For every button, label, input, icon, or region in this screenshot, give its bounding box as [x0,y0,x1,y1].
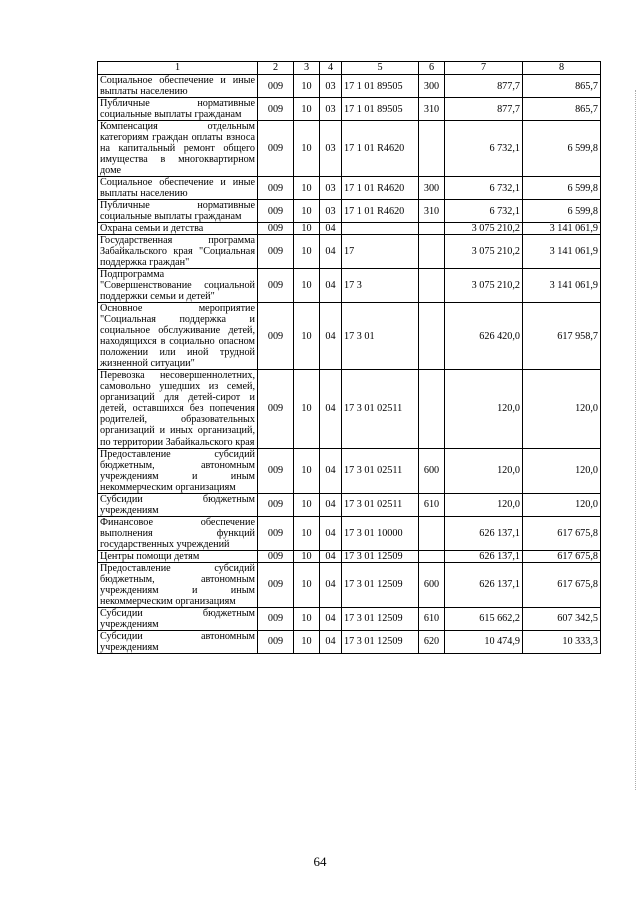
row-section-code: 10 [294,121,320,177]
row-expense-type-code: 310 [419,200,445,223]
row-expense-type-code [419,223,445,235]
row-amount-2: 3 141 061,9 [523,269,601,303]
row-amount-1: 626 420,0 [445,303,523,370]
row-name: Субсидии бюджетным учреждениям [98,607,258,630]
row-expense-type-code [419,550,445,562]
row-ministry-code: 009 [258,516,294,550]
table-row [98,121,601,177]
row-subsection-code: 03 [320,121,342,177]
table-row [98,223,601,235]
budget-table [97,61,601,654]
row-section-code: 10 [294,562,320,607]
row-subsection-code: 04 [320,607,342,630]
row-target-code [342,223,419,235]
row-amount-1: 6 732,1 [445,121,523,177]
row-amount-2: 120,0 [523,448,601,493]
row-section-code: 10 [294,75,320,98]
row-ministry-code: 009 [258,303,294,370]
row-name: Субсидии бюджетным учреждениям [98,493,258,516]
row-amount-1: 120,0 [445,370,523,448]
row-expense-type-code: 610 [419,493,445,516]
row-name: Компенсация отдельным категориям граждан оплаты взноса на капитальный ремонт общего имущества в многоквартирном доме [98,121,258,177]
row-ministry-code: 009 [258,550,294,562]
table-row [98,269,601,303]
table-row [98,370,601,448]
row-expense-type-code [419,370,445,448]
row-expense-type-code [419,516,445,550]
row-expense-type-code: 620 [419,630,445,653]
row-amount-2: 617 958,7 [523,303,601,370]
row-target-code: 17 1 01 89505 [342,75,419,98]
row-section-code: 10 [294,516,320,550]
row-amount-2: 617 675,8 [523,562,601,607]
row-target-code: 17 1 01 R4620 [342,177,419,200]
table-row [98,177,601,200]
column-header-6: 6 [419,62,445,75]
row-section-code: 10 [294,607,320,630]
row-subsection-code: 04 [320,370,342,448]
row-section-code: 10 [294,200,320,223]
row-target-code: 17 3 01 [342,303,419,370]
table-body [98,75,601,654]
row-target-code: 17 3 [342,269,419,303]
column-header-2: 2 [258,62,294,75]
row-amount-1: 3 075 210,2 [445,235,523,269]
row-name: Финансовое обеспечение выполнения функций государственных учреждений [98,516,258,550]
row-expense-type-code [419,235,445,269]
row-section-code: 10 [294,223,320,235]
row-subsection-code: 04 [320,562,342,607]
row-expense-type-code: 600 [419,448,445,493]
row-subsection-code: 04 [320,516,342,550]
table-row [98,75,601,98]
row-amount-1: 120,0 [445,493,523,516]
table-row [98,562,601,607]
row-section-code: 10 [294,448,320,493]
row-amount-2: 6 599,8 [523,200,601,223]
row-ministry-code: 009 [258,223,294,235]
table-row [98,235,601,269]
row-ministry-code: 009 [258,269,294,303]
row-target-code: 17 3 01 02511 [342,493,419,516]
row-name: Подпрограмма "Совершенствование социальной поддержки семьи и детей" [98,269,258,303]
table-row [98,550,601,562]
row-amount-2: 607 342,5 [523,607,601,630]
table-row [98,493,601,516]
row-name: Перевозка несовершеннолетних, самовольно ушедших из семей, организаций для детей-сирот и детей, оставшихся без попечения родителей, образовательных организаций и иных организаций, по территории Забайкальского края [98,370,258,448]
column-header-7: 7 [445,62,523,75]
row-target-code: 17 3 01 12509 [342,562,419,607]
row-subsection-code: 03 [320,200,342,223]
column-header-1: 1 [98,62,258,75]
row-ministry-code: 009 [258,607,294,630]
row-subsection-code: 03 [320,75,342,98]
row-name: Предоставление субсидий бюджетным, автономным учреждениям и иным некоммерческим организациям [98,448,258,493]
row-expense-type-code [419,121,445,177]
row-name: Субсидии автономным учреждениям [98,630,258,653]
row-section-code: 10 [294,235,320,269]
row-amount-2: 865,7 [523,98,601,121]
row-ministry-code: 009 [258,98,294,121]
row-subsection-code: 04 [320,269,342,303]
row-amount-2: 3 141 061,9 [523,223,601,235]
row-amount-1: 877,7 [445,98,523,121]
row-target-code: 17 3 01 02511 [342,370,419,448]
row-ministry-code: 009 [258,200,294,223]
table-row [98,200,601,223]
table-row [98,448,601,493]
row-name: Государственная программа Забайкальского края "Социальная поддержка граждан" [98,235,258,269]
row-subsection-code: 04 [320,223,342,235]
row-section-code: 10 [294,303,320,370]
column-header-4: 4 [320,62,342,75]
row-ministry-code: 009 [258,630,294,653]
row-amount-1: 10 474,9 [445,630,523,653]
row-name: Центры помощи детям [98,550,258,562]
row-name: Социальное обеспечение и иные выплаты населению [98,177,258,200]
row-target-code: 17 3 01 12509 [342,630,419,653]
table-row [98,98,601,121]
row-target-code: 17 [342,235,419,269]
row-expense-type-code: 300 [419,75,445,98]
row-name: Основное мероприятие "Социальная поддержка и социальное обслуживание детей, находящихся в социально опасном положении или иной трудной жизненной ситуации" [98,303,258,370]
row-amount-2: 6 599,8 [523,121,601,177]
column-header-8: 8 [523,62,601,75]
row-amount-2: 617 675,8 [523,516,601,550]
row-subsection-code: 04 [320,235,342,269]
header-row [98,62,601,75]
table-row [98,303,601,370]
row-amount-1: 615 662,2 [445,607,523,630]
row-amount-2: 3 141 061,9 [523,235,601,269]
row-ministry-code: 009 [258,235,294,269]
row-expense-type-code [419,303,445,370]
row-section-code: 10 [294,269,320,303]
row-subsection-code: 03 [320,177,342,200]
row-expense-type-code [419,269,445,303]
row-ministry-code: 009 [258,177,294,200]
row-section-code: 10 [294,493,320,516]
row-expense-type-code: 300 [419,177,445,200]
row-target-code: 17 3 01 12509 [342,607,419,630]
table-row [98,516,601,550]
row-section-code: 10 [294,177,320,200]
row-amount-1: 626 137,1 [445,550,523,562]
row-target-code: 17 1 01 R4620 [342,121,419,177]
column-header-5: 5 [342,62,419,75]
row-section-code: 10 [294,370,320,448]
row-amount-1: 626 137,1 [445,516,523,550]
row-amount-1: 120,0 [445,448,523,493]
row-subsection-code: 04 [320,493,342,516]
row-section-code: 10 [294,98,320,121]
row-amount-1: 877,7 [445,75,523,98]
table-row [98,607,601,630]
table-row [98,630,601,653]
row-amount-1: 6 732,1 [445,200,523,223]
row-amount-2: 6 599,8 [523,177,601,200]
row-amount-2: 120,0 [523,493,601,516]
row-target-code: 17 1 01 89505 [342,98,419,121]
row-expense-type-code: 600 [419,562,445,607]
row-subsection-code: 04 [320,550,342,562]
row-subsection-code: 04 [320,303,342,370]
row-ministry-code: 009 [258,562,294,607]
row-section-code: 10 [294,630,320,653]
row-expense-type-code: 610 [419,607,445,630]
row-ministry-code: 009 [258,370,294,448]
row-amount-1: 626 137,1 [445,562,523,607]
row-section-code: 10 [294,550,320,562]
row-ministry-code: 009 [258,75,294,98]
row-amount-2: 617 675,8 [523,550,601,562]
row-name: Охрана семьи и детства [98,223,258,235]
row-subsection-code: 03 [320,98,342,121]
page-number: 64 [313,854,327,869]
row-target-code: 17 1 01 R4620 [342,200,419,223]
row-amount-2: 865,7 [523,75,601,98]
row-amount-2: 120,0 [523,370,601,448]
row-ministry-code: 009 [258,121,294,177]
row-amount-2: 10 333,3 [523,630,601,653]
row-target-code: 17 3 01 10000 [342,516,419,550]
row-name: Публичные нормативные социальные выплаты гражданам [98,200,258,223]
row-name: Социальное обеспечение и иные выплаты населению [98,75,258,98]
row-amount-1: 3 075 210,2 [445,269,523,303]
column-header-3: 3 [294,62,320,75]
row-amount-1: 6 732,1 [445,177,523,200]
row-expense-type-code: 310 [419,98,445,121]
row-name: Предоставление субсидий бюджетным, автономным учреждениям и иным некоммерческим организациям [98,562,258,607]
row-amount-1: 3 075 210,2 [445,223,523,235]
row-subsection-code: 04 [320,448,342,493]
row-name: Публичные нормативные социальные выплаты гражданам [98,98,258,121]
row-ministry-code: 009 [258,448,294,493]
row-subsection-code: 04 [320,630,342,653]
row-target-code: 17 3 01 12509 [342,550,419,562]
row-ministry-code: 009 [258,493,294,516]
row-target-code: 17 3 01 02511 [342,448,419,493]
scan-edge-line [634,90,636,790]
